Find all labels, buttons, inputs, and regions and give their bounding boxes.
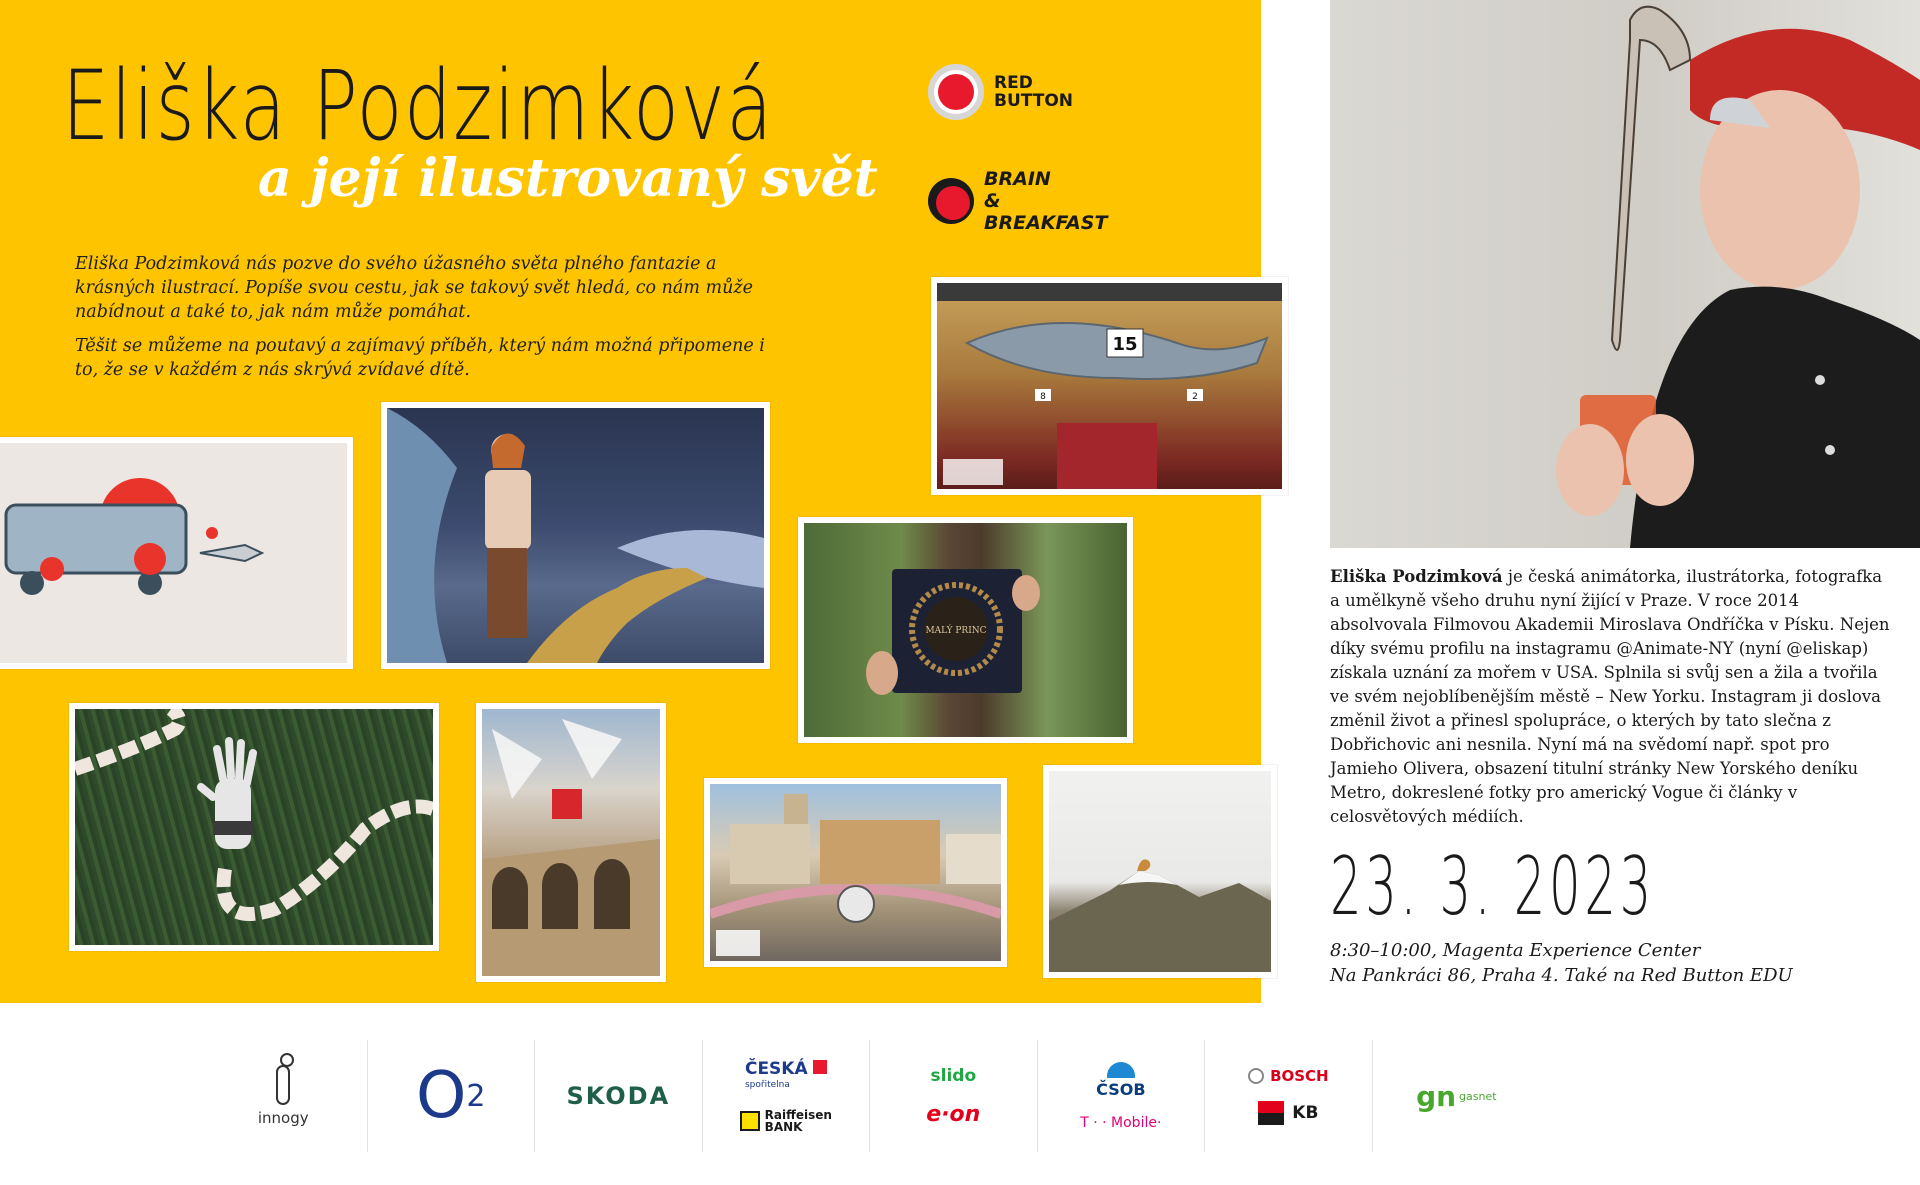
brain-breakfast-line-2: & BREAKFAST xyxy=(984,190,1108,234)
sponsor-col-3 xyxy=(535,1040,703,1152)
sponsor-raiffeisen xyxy=(740,1109,832,1133)
whale-number-label: 15 xyxy=(1112,334,1138,355)
portrait-photo xyxy=(1330,0,1920,548)
sponsor-col-8 xyxy=(1373,1040,1540,1152)
photo-whale-museum xyxy=(931,277,1288,495)
whale-museum-image xyxy=(937,283,1282,489)
sponsor-bosch xyxy=(1248,1067,1329,1085)
sponsor-eon: e·on xyxy=(926,1101,981,1127)
sponsor-ceska-label: ČESKÁ xyxy=(744,1058,808,1079)
sponsor-col-1 xyxy=(200,1040,368,1152)
sponsor-slido: slido xyxy=(930,1065,977,1086)
brain-breakfast-logo xyxy=(928,168,1124,234)
ceska-sporitelna-icon xyxy=(813,1060,827,1074)
page-title: Eliška Podzimková xyxy=(62,50,774,162)
courtyard-arcade-image xyxy=(482,709,660,976)
sponsor-col-7 xyxy=(1205,1040,1373,1152)
photo-train-illustration xyxy=(0,437,353,669)
woman-landscape-image xyxy=(387,408,764,663)
sponsor-gasnet-mark: gn xyxy=(1416,1079,1457,1113)
book-title: MALÝ PRINC xyxy=(925,626,987,636)
intro-paragraph-2: Těšit se můžeme na poutavý a zajímavý příběh, který nám možná připomene i to, že se v každém z nás skrývá zvídavé dítě. xyxy=(75,336,765,380)
sponsor-col-4 xyxy=(703,1040,871,1152)
event-time-place: 8:30–10:00, Magenta Experience Center xyxy=(1330,940,1701,961)
raiffeisen-icon xyxy=(740,1111,760,1131)
red-button-line-2: BUTTON xyxy=(994,91,1074,111)
sponsor-innogy xyxy=(258,1065,309,1127)
sponsor-kb-label: KB xyxy=(1292,1103,1319,1123)
sponsor-o2-sub: 2 xyxy=(466,1078,486,1114)
sponsor-tmobile: T · · Mobile· xyxy=(1080,1114,1162,1131)
photo-mountain-peak xyxy=(1043,765,1277,978)
photo-courtyard-arcade xyxy=(476,703,666,982)
red-button-icon xyxy=(928,64,984,120)
red-button-line-1: RED xyxy=(994,73,1033,93)
sponsor-sporitelna-label: spořitelna xyxy=(744,1079,790,1090)
whale-small-label-2: 8 xyxy=(1040,392,1046,402)
brain-breakfast-icon xyxy=(928,178,974,224)
sponsors-bar xyxy=(200,1040,1540,1152)
photo-town-square-bike xyxy=(704,778,1007,967)
page-subtitle: a její ilustrovaný svět xyxy=(258,148,878,209)
train-illustration xyxy=(0,443,347,663)
sponsor-kb xyxy=(1258,1101,1318,1125)
sponsor-o2-label: O xyxy=(416,1059,467,1133)
mountain-image xyxy=(1049,771,1271,972)
sponsor-csob-label: ČSOB xyxy=(1096,1079,1146,1099)
bio-body: je česká animátorka, ilustrátorka, fotografka a umělkyně všeho druhu nyní žijící v Praze. V roce 2014 absolvovala Filmovou Akademii Miroslava Ondříčka v Písku. Nejen díky svému profilu na instagramu @Animate-NY (nyní @eliskap) získala uznání za mořem v USA. Splnila si svůj sen a žila a tvořila ve svém nejoblíbenějším městě – New Yorku. Instagram ji doslova změnil život a přinesl spolupráce, o kterých by tato slečna z Dobřichovic ani nesnila. Nyní má na svědomí např. spot pro Jamieho Olivera, obsazení titulní stránky New Yorského deníku Metro, dokreslené fotky pro americký Vogue či články v celosvětových médiích. xyxy=(1330,567,1890,826)
snake-hand-image xyxy=(75,709,433,945)
sponsor-gasnet-label: gasnet xyxy=(1459,1089,1497,1103)
book-tree-image xyxy=(804,523,1127,737)
sponsor-csob xyxy=(1096,1062,1145,1099)
innogy-icon xyxy=(276,1065,290,1105)
sponsor-col-5 xyxy=(870,1040,1038,1152)
sponsor-col-6 xyxy=(1038,1040,1206,1152)
sponsor-bosch-label: BOSCH xyxy=(1270,1067,1329,1085)
sponsor-raiffeisen-bank-label: BANK xyxy=(764,1119,803,1134)
bosch-icon xyxy=(1248,1068,1264,1084)
photo-woman-illustrated-landscape xyxy=(381,402,770,669)
photo-snake-hand-on-grass xyxy=(69,703,439,951)
brain-breakfast-line-1: BRAIN xyxy=(984,168,1051,190)
bio-name: Eliška Podzimková xyxy=(1330,567,1503,586)
photo-book-on-tree xyxy=(798,517,1133,743)
sponsor-skoda: SKODA xyxy=(566,1082,671,1110)
portrait-illustration xyxy=(1330,0,1920,548)
town-square-image xyxy=(710,784,1001,961)
sponsor-innogy-label: innogy xyxy=(257,1109,309,1127)
intro-paragraph-1: Eliška Podzimková nás pozve do svého úžasného světa plného fantazie a krásných ilustrací. Popíše svou cestu, jak se takový svět hledá, co nám může nabídnout a také to, jak nám může pomáhat. xyxy=(75,254,753,322)
kb-icon xyxy=(1258,1101,1284,1125)
sponsor-col-2 xyxy=(368,1040,536,1152)
csob-icon xyxy=(1107,1062,1135,1078)
red-button-logo xyxy=(928,64,1134,120)
sponsor-gasnet xyxy=(1416,1080,1497,1113)
event-date: 23. 3. 2023 xyxy=(1330,840,1655,933)
whale-small-label-1: 2 xyxy=(1192,392,1198,402)
event-address: Na Pankráci 86, Praha 4. Také na Red Button EDU xyxy=(1330,965,1793,986)
sponsor-o2 xyxy=(416,1059,485,1133)
bio-text xyxy=(1330,565,1890,829)
sponsor-raiffeisen-label: Raiffeisen xyxy=(764,1107,832,1122)
sponsor-ceska-sporitelna xyxy=(745,1060,827,1093)
